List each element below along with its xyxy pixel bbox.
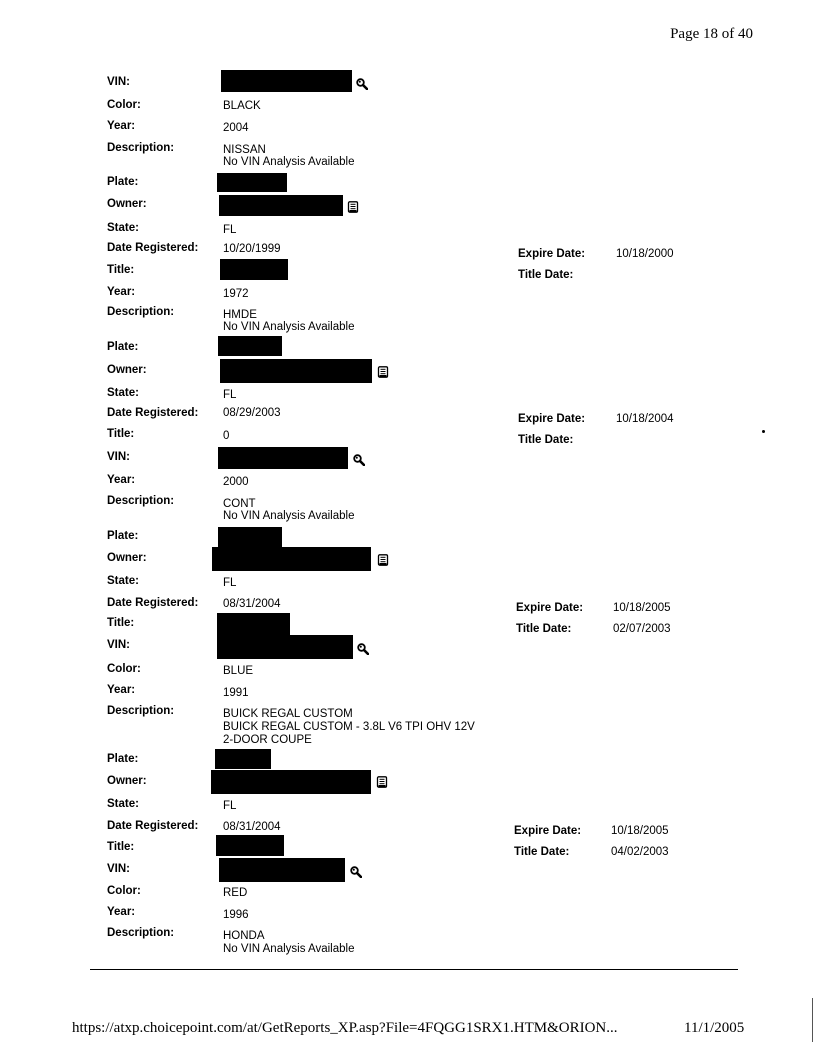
scan-edge-line — [812, 998, 813, 1042]
bottom-divider — [90, 969, 738, 970]
color-label: Color: — [107, 885, 141, 897]
redacted-vin — [219, 858, 345, 882]
state-label: State: — [107, 222, 139, 234]
magnifier-icon[interactable] — [350, 866, 362, 878]
redacted-title — [220, 259, 288, 280]
description-line1: CONT — [223, 498, 256, 510]
title-label: Title: — [107, 264, 135, 276]
expire-date-label: Expire Date: — [518, 248, 586, 260]
description-label: Description: — [107, 306, 175, 318]
description-line1: NISSAN — [223, 144, 266, 156]
owner-label: Owner: — [107, 775, 147, 787]
date-registered-label: Date Registered: — [107, 597, 199, 609]
year-value: 1991 — [223, 687, 249, 699]
description-label: Description: — [107, 495, 175, 507]
redacted-title — [216, 835, 284, 856]
description-line2: BUICK REGAL CUSTOM - 3.8L V6 TPI OHV 12V — [223, 721, 475, 733]
year-value: 2000 — [223, 476, 249, 488]
year-value: 1996 — [223, 909, 249, 921]
redacted-vin — [218, 447, 348, 469]
title-date-value: 04/02/2003 — [611, 846, 669, 858]
redacted-plate — [218, 527, 282, 547]
plate-label: Plate: — [107, 530, 139, 542]
title-date-label: Title Date: — [518, 269, 574, 281]
date-registered-value: 08/29/2003 — [223, 407, 281, 419]
plate-label: Plate: — [107, 176, 139, 188]
plate-label: Plate: — [107, 341, 139, 353]
state-value: FL — [223, 800, 237, 812]
description-label: Description: — [107, 705, 175, 717]
owner-label: Owner: — [107, 552, 147, 564]
report-icon[interactable] — [376, 776, 388, 788]
redacted-plate — [218, 336, 282, 356]
vin-label: VIN: — [107, 863, 130, 875]
redacted-owner — [212, 547, 371, 571]
report-icon[interactable] — [377, 366, 389, 378]
description-line2: No VIN Analysis Available — [223, 156, 355, 168]
state-value: FL — [223, 389, 237, 401]
expire-date-label: Expire Date: — [514, 825, 582, 837]
color-value: BLUE — [223, 665, 254, 677]
year-value: 2004 — [223, 122, 249, 134]
date-registered-value: 08/31/2004 — [223, 821, 281, 833]
title-date-label: Title Date: — [518, 434, 574, 446]
color-label: Color: — [107, 99, 141, 111]
date-registered-label: Date Registered: — [107, 407, 199, 419]
expire-date-value: 10/18/2005 — [613, 602, 671, 614]
description-line1: BUICK REGAL CUSTOM — [223, 708, 353, 720]
expire-date-value: 10/18/2000 — [616, 248, 674, 260]
expire-date-label: Expire Date: — [518, 413, 586, 425]
magnifier-icon[interactable] — [357, 643, 369, 655]
footer-url: https://atxp.choicepoint.com/at/GetReports_XP.asp?File=4FQGG1SRX1.HTM&ORION... — [72, 1020, 618, 1036]
redacted-vin — [221, 70, 352, 92]
scan-artifact — [762, 430, 765, 433]
description-line3: 2-DOOR COUPE — [223, 734, 312, 746]
date-registered-label: Date Registered: — [107, 820, 199, 832]
expire-date-value: 10/18/2004 — [616, 413, 674, 425]
redacted-title — [217, 613, 290, 635]
title-date-label: Title Date: — [514, 846, 570, 858]
magnifier-icon[interactable] — [356, 78, 368, 90]
year-label: Year: — [107, 906, 136, 918]
redacted-owner — [219, 195, 343, 216]
color-label: Color: — [107, 663, 141, 675]
owner-label: Owner: — [107, 364, 147, 376]
state-label: State: — [107, 798, 139, 810]
year-label: Year: — [107, 120, 136, 132]
date-registered-label: Date Registered: — [107, 242, 199, 254]
expire-date-value: 10/18/2005 — [611, 825, 669, 837]
date-registered-value: 08/31/2004 — [223, 598, 281, 610]
state-label: State: — [107, 387, 139, 399]
title-value: 0 — [223, 430, 230, 442]
title-date-label: Title Date: — [516, 623, 572, 635]
owner-label: Owner: — [107, 198, 147, 210]
description-label: Description: — [107, 142, 175, 154]
year-label: Year: — [107, 684, 136, 696]
description-label: Description: — [107, 927, 175, 939]
year-label: Year: — [107, 474, 136, 486]
year-label: Year: — [107, 286, 136, 298]
title-label: Title: — [107, 841, 135, 853]
magnifier-icon[interactable] — [353, 454, 365, 466]
redacted-vin — [217, 635, 353, 659]
color-value: BLACK — [223, 100, 261, 112]
expire-date-label: Expire Date: — [516, 602, 584, 614]
title-label: Title: — [107, 428, 135, 440]
color-value: RED — [223, 887, 248, 899]
state-label: State: — [107, 575, 139, 587]
redacted-plate — [217, 173, 287, 192]
page-number: Page 18 of 40 — [670, 26, 753, 42]
footer-date: 11/1/2005 — [684, 1020, 745, 1036]
description-line2: No VIN Analysis Available — [223, 943, 355, 955]
state-value: FL — [223, 577, 237, 589]
redacted-owner — [211, 770, 371, 794]
state-value: FL — [223, 224, 237, 236]
report-icon[interactable] — [377, 554, 389, 566]
report-icon[interactable] — [347, 201, 359, 213]
description-line2: No VIN Analysis Available — [223, 321, 355, 333]
vin-label: VIN: — [107, 639, 130, 651]
year-value: 1972 — [223, 288, 249, 300]
redacted-owner — [220, 359, 372, 383]
redacted-plate — [215, 749, 271, 769]
description-line1: HONDA — [223, 930, 265, 942]
description-line2: No VIN Analysis Available — [223, 510, 355, 522]
plate-label: Plate: — [107, 753, 139, 765]
date-registered-value: 10/20/1999 — [223, 243, 281, 255]
title-date-value: 02/07/2003 — [613, 623, 671, 635]
description-line1: HMDE — [223, 309, 257, 321]
title-label: Title: — [107, 617, 135, 629]
vin-label: VIN: — [107, 76, 130, 88]
vin-label: VIN: — [107, 451, 130, 463]
